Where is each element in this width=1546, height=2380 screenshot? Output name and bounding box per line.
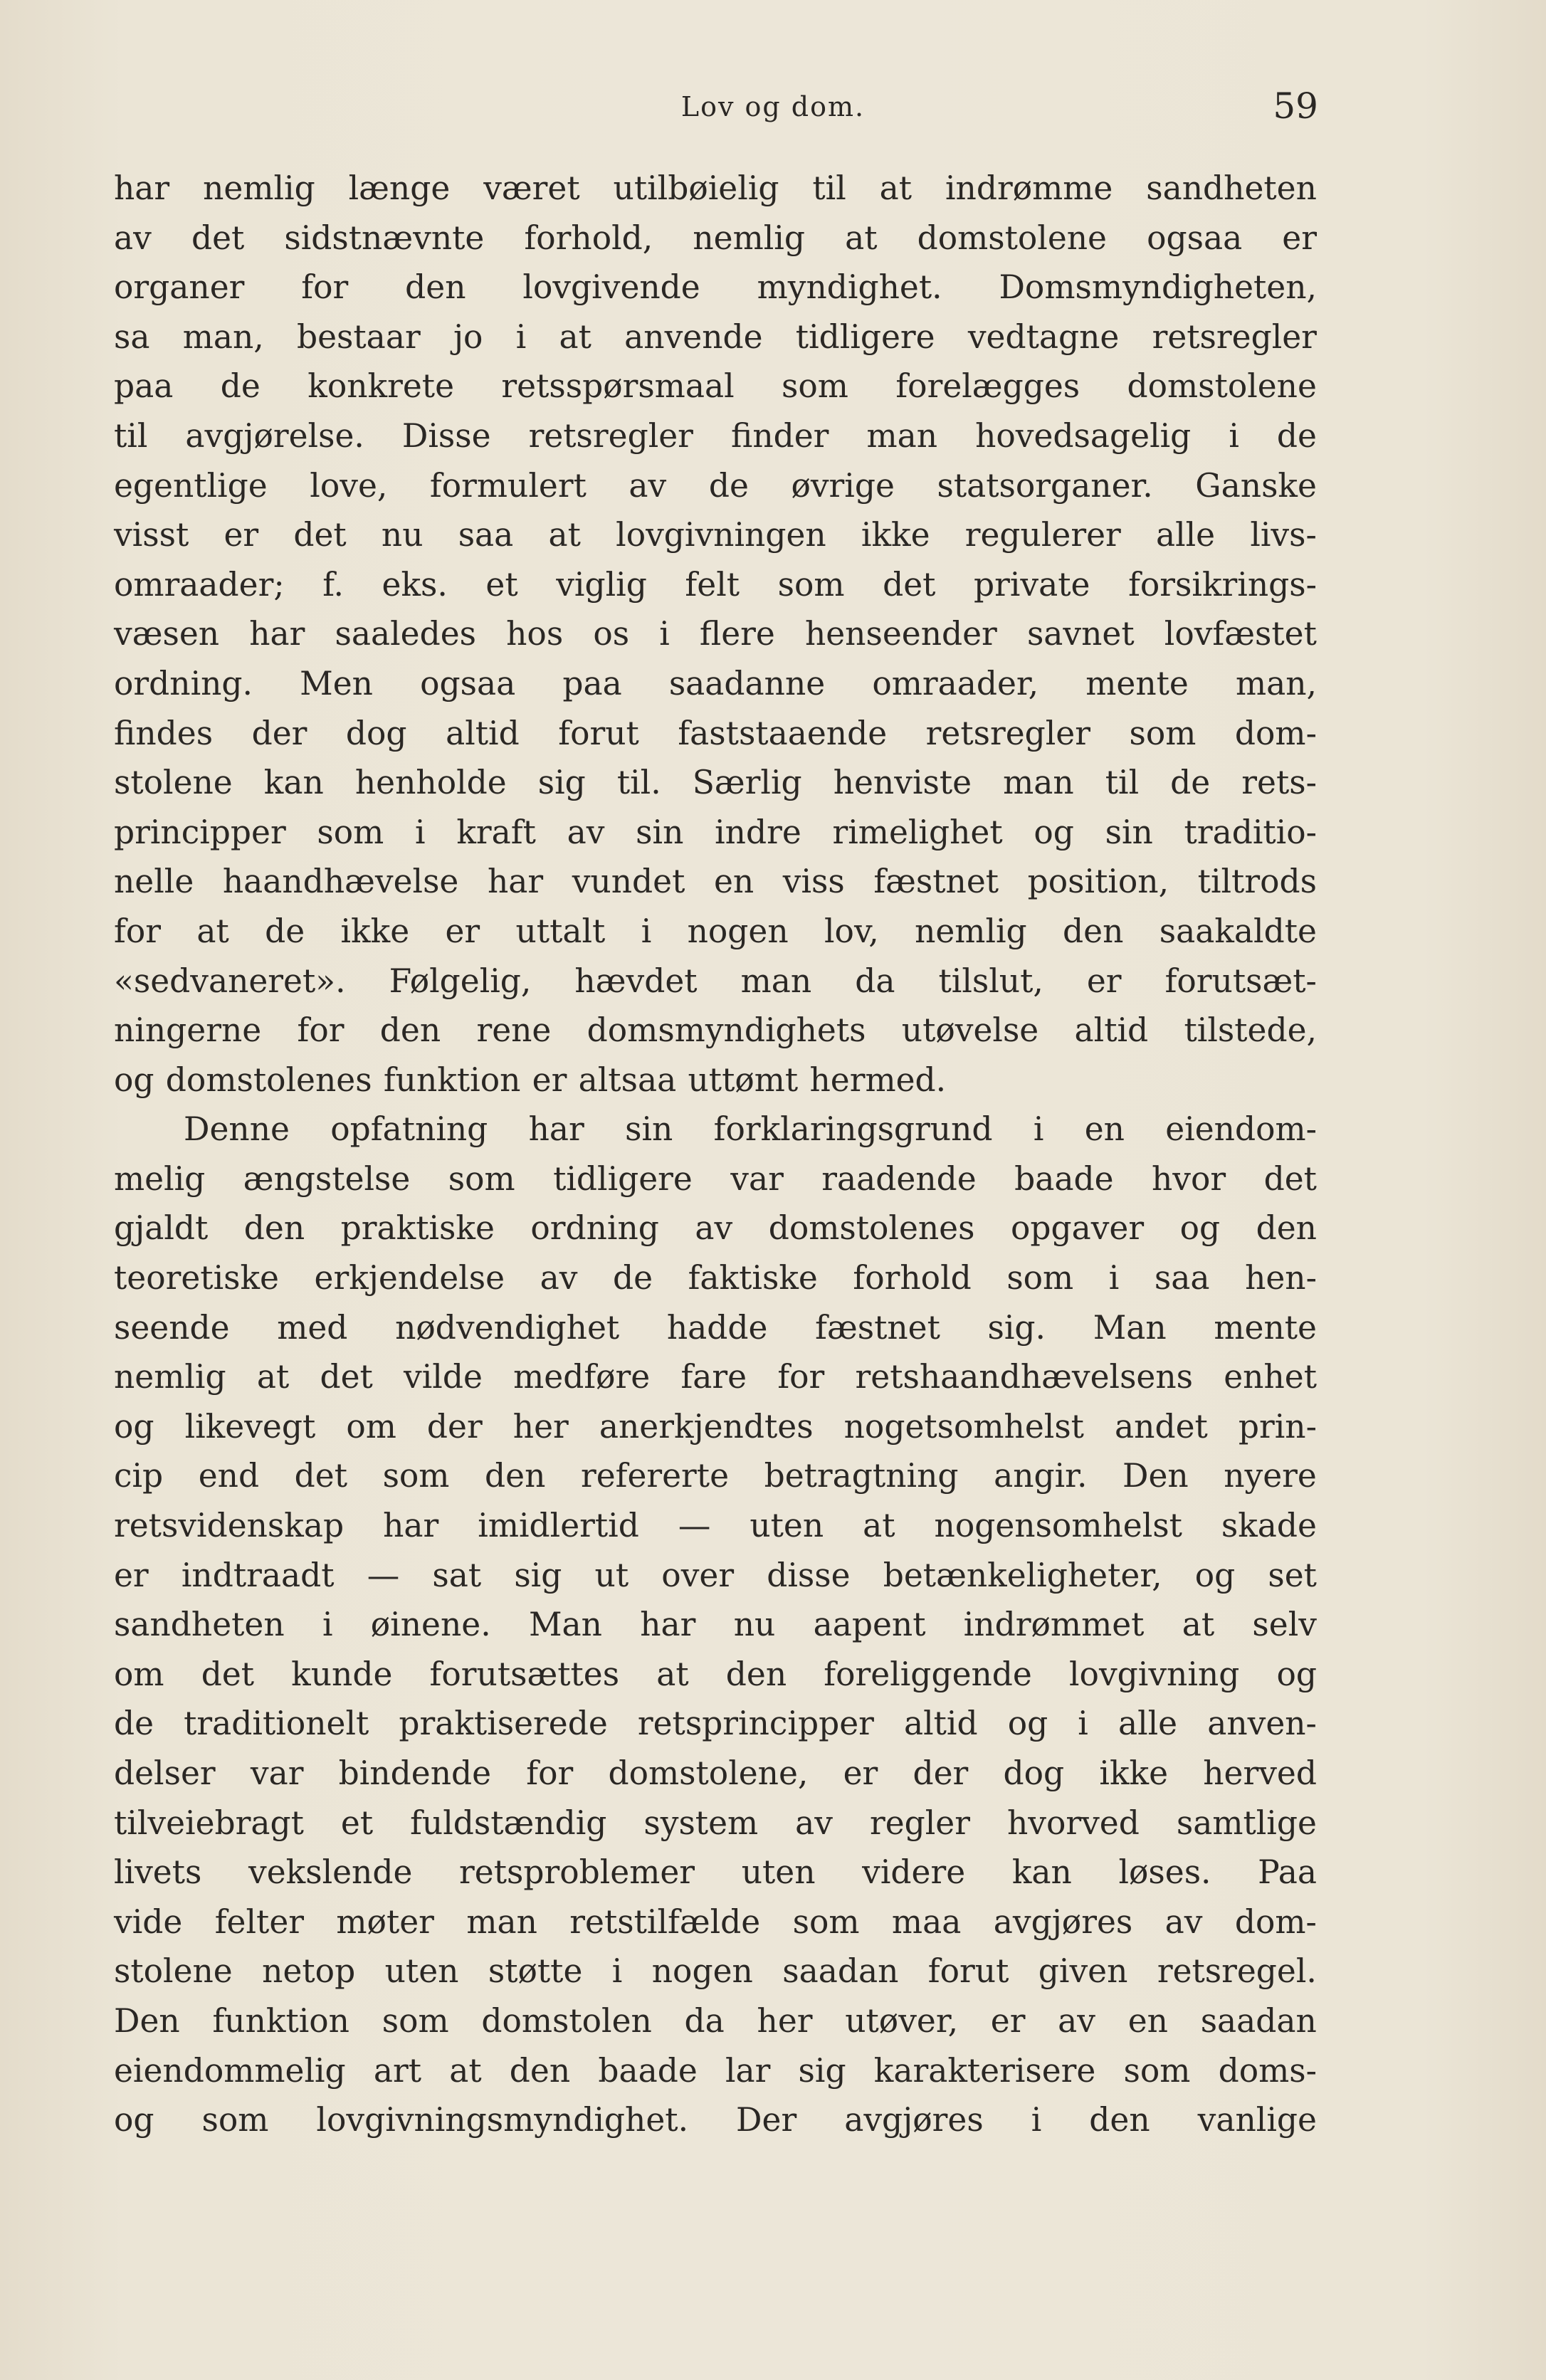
text-line: vide felter møter man retstilfælde som maa avgjøres av dom- [114,1902,1317,1941]
text-line: for at de ikke er uttalt i nogen lov, nemlig den saakaldte [114,912,1317,950]
text-line: paa de konkrete retsspørsmaal som forelægges domstolene [114,367,1317,406]
text-line: Den funktion som domstolen da her utøver, er av en saadan [114,2001,1317,2040]
text-line: «sedvaneret». Følgelig, hævdet man da tilslut, er forutsæt- [114,962,1317,1000]
text-line: teoretiske erkjendelse av de faktiske forhold som i saa hen- [114,1259,1317,1297]
text-line: sa man, bestaar jo i at anvende tidligere vedtagne retsregler [114,317,1317,356]
text-line: stolene kan henholde sig til. Særlig henviste man til de rets- [114,764,1317,802]
text-line: har nemlig længe været utilbøielig til at indrømme sandheten [114,169,1317,207]
text-line: sandheten i øinene. Man har nu aapent indrømmet at selv [114,1606,1317,1644]
text-line: Denne opfatning har sin forklaringsgrund i en eiendom- [184,1110,1317,1149]
paragraph-2 [114,1105,1317,2144]
text-line: gjaldt den praktiske ordning av domstolenes opgaver og den [114,1209,1317,1248]
text-line: ningerne for den rene domsmyndighets utøvelse altid tilstede, [114,1011,1317,1050]
body-text [114,164,1317,2145]
running-title: Lov og dom. [680,91,866,122]
text-line: organer for den lovgivende myndighet. Domsmyndigheten, [114,268,1317,307]
text-line: eiendommelig art at den baade lar sig karakterisere som doms- [114,2051,1317,2090]
text-line: visst er det nu saa at lovgivningen ikke regulerer alle livs- [114,516,1317,554]
text-line: egentlige love, formulert av de øvrige statsorganer. Ganske [114,466,1317,505]
text-line: omraader; f. eks. et viglig felt som det private forsikrings- [114,565,1317,604]
text-line: retsvidenskap har imidlertid — uten at nogensomhelst skade [114,1507,1317,1545]
page-number: 59 [1273,85,1318,127]
text-line: og som lovgivningsmyndighet. Der avgjøres i den vanlige [114,2101,1317,2139]
text-line: de traditionelt praktiserede retsprincipper altid og i alle anven- [114,1705,1317,1743]
text-line: findes der dog altid forut faststaaende retsregler som dom- [114,714,1317,752]
text-line: cip end det som den refererte betragtning angir. Den nyere [114,1457,1317,1495]
text-line: seende med nødvendighet hadde fæstnet sig. Man mente [114,1308,1317,1347]
text-line: er indtraadt — sat sig ut over disse betænkeligheter, og set [114,1556,1317,1594]
running-head [0,85,1546,128]
paragraph-1 [114,164,1317,1105]
text-line: melig ængstelse som tidligere var raadende baade hvor det [114,1159,1317,1198]
text-line: nemlig at det vilde medføre fare for retshaandhævelsens enhet [114,1358,1317,1396]
text-line: tilveiebragt et fuldstændig system av regler hvorved samtlige [114,1804,1317,1842]
text-line: livets vekslende retsproblemer uten videre kan løses. Paa [114,1853,1317,1892]
text-line: nelle haandhævelse har vundet en viss fæstnet position, tiltrods [114,863,1317,901]
text-line: av det sidstnævnte forhold, nemlig at domstolene ogsaa er [114,218,1317,257]
text-line: stolene netop uten støtte i nogen saadan forut given retsregel. [114,1952,1317,1991]
text-line: om det kunde forutsættes at den foreliggende lovgivning og [114,1655,1317,1693]
text-line: delser var bindende for domstolene, er der dog ikke herved [114,1754,1317,1792]
text-line: og likevegt om der her anerkjendtes nogetsomhelst andet prin- [114,1407,1317,1446]
text-line: og domstolenes funktion er altsaa uttømt hermed. [114,1060,947,1099]
text-line: væsen har saaledes hos os i flere henseender savnet lovfæstet [114,615,1317,653]
text-line: principper som i kraft av sin indre rimelighet og sin traditio- [114,813,1317,851]
text-line: til avgjørelse. Disse retsregler finder man hovedsagelig i de [114,416,1317,455]
text-line: ordning. Men ogsaa paa saadanne omraader, mente man, [114,664,1317,702]
